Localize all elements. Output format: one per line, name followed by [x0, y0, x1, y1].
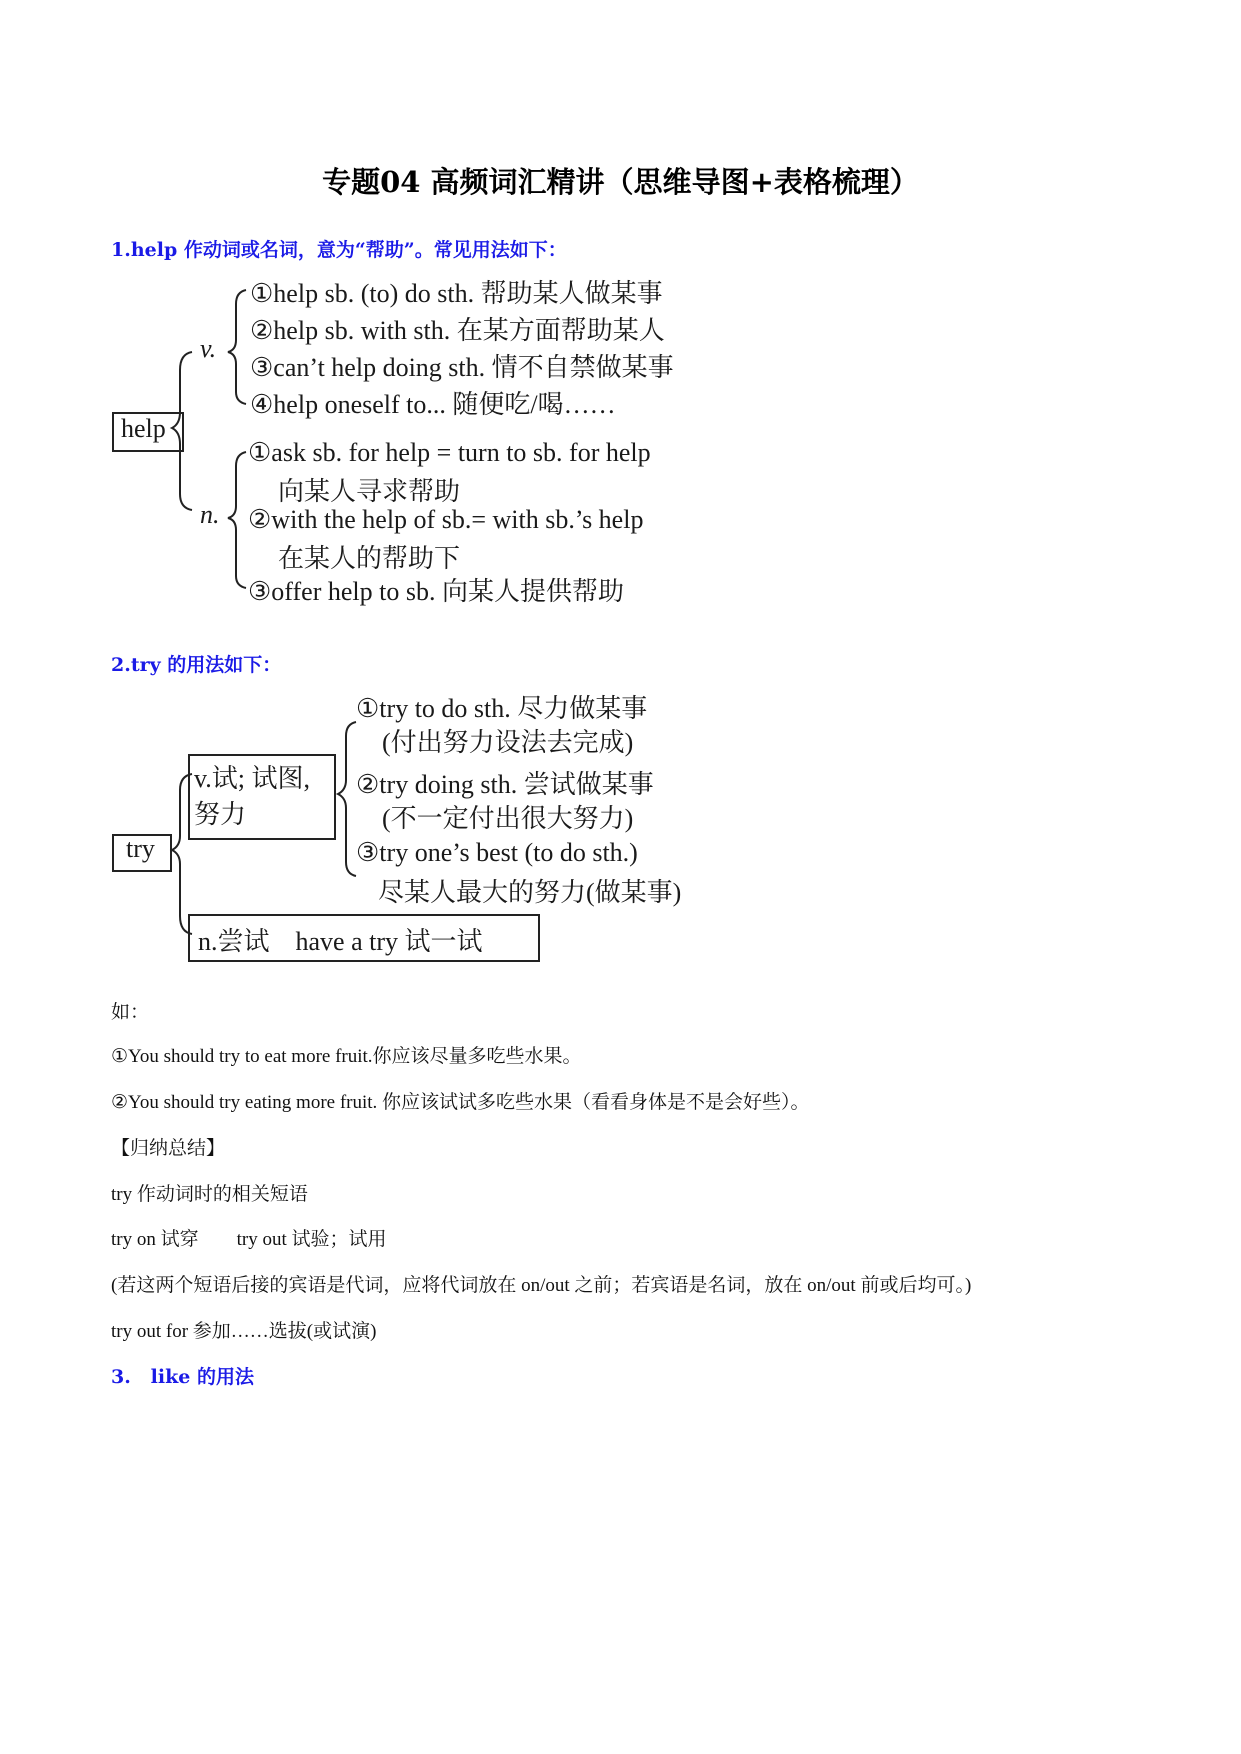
section-heading-help: 1.help 作动词或名词，意为“帮助”。常见用法如下：	[111, 239, 567, 261]
try-verb-item: ②try doing sth. 尝试做某事	[356, 770, 654, 799]
summary-title: 【归纳总结】	[111, 1138, 226, 1159]
summary-line: try out for 参加……选拔(或试演)	[111, 1321, 377, 1342]
example-sentence: ①You should try to eat more fruit.你应该尽量多吃些水果。	[111, 1046, 582, 1067]
example-sentence: ②You should try eating more fruit. 你应该试试多吃些水果（看看身体是不是会好些）。	[111, 1092, 810, 1113]
help-noun-item: 向某人寻求帮助	[278, 477, 461, 506]
try-verb-item: ①try to do sth. 尽力做某事	[356, 694, 648, 723]
help-noun-label: n.	[200, 500, 220, 529]
try-root-label: try	[126, 834, 155, 863]
help-noun-item: ②with the help of sb.= with sb.’s help	[248, 505, 644, 534]
help-verb-item: ③can’t help doing sth. 情不自禁做某事	[250, 353, 674, 382]
help-verb-label: v.	[200, 334, 217, 363]
help-verb-bracket	[228, 290, 246, 404]
section-heading-try: 2.try 的用法如下：	[111, 654, 282, 676]
help-noun-item: ③offer help to sb. 向某人提供帮助	[248, 577, 624, 606]
try-verb-box-line1: v.试; 试图,	[194, 764, 311, 793]
try-verb-item: ③try one’s best (to do sth.)	[356, 838, 638, 867]
summary-line: try on 试穿 try out 试验；试用	[111, 1229, 387, 1250]
help-noun-bracket	[228, 452, 246, 588]
try-verb-box-line2: 努力	[194, 800, 247, 829]
help-root-label: help	[121, 414, 166, 443]
try-noun-box-label: n.尝试 have a try 试一试	[198, 927, 483, 956]
help-noun-item: ①ask sb. for help = turn to sb. for help	[248, 438, 651, 467]
help-verb-item: ②help sb. with sth. 在某方面帮助某人	[250, 316, 665, 345]
try-verb-bracket	[338, 722, 356, 876]
help-verb-item: ①help sb. (to) do sth. 帮助某人做某事	[250, 279, 663, 308]
help-noun-item: 在某人的帮助下	[278, 544, 461, 573]
try-verb-item: (不一定付出很大努力)	[382, 804, 634, 833]
summary-line: (若这两个短语后接的宾语是代词，应将代词放在 on/out 之前；若宾语是名词，放在 on/out 前或后均可。)	[111, 1275, 972, 1296]
page-title: 专题04 高频词汇精讲（思维导图+表格梳理）	[322, 165, 919, 199]
try-verb-item: (付出努力设法去完成)	[382, 728, 634, 757]
section-heading-like: 3. like 的用法	[111, 1366, 254, 1388]
example-intro: 如：	[111, 1002, 150, 1023]
help-verb-item: ④help oneself to... 随便吃/喝……	[250, 390, 616, 419]
summary-line: try 作动词时的相关短语	[111, 1184, 308, 1205]
try-verb-item: 尽某人最大的努力(做某事)	[378, 878, 682, 907]
